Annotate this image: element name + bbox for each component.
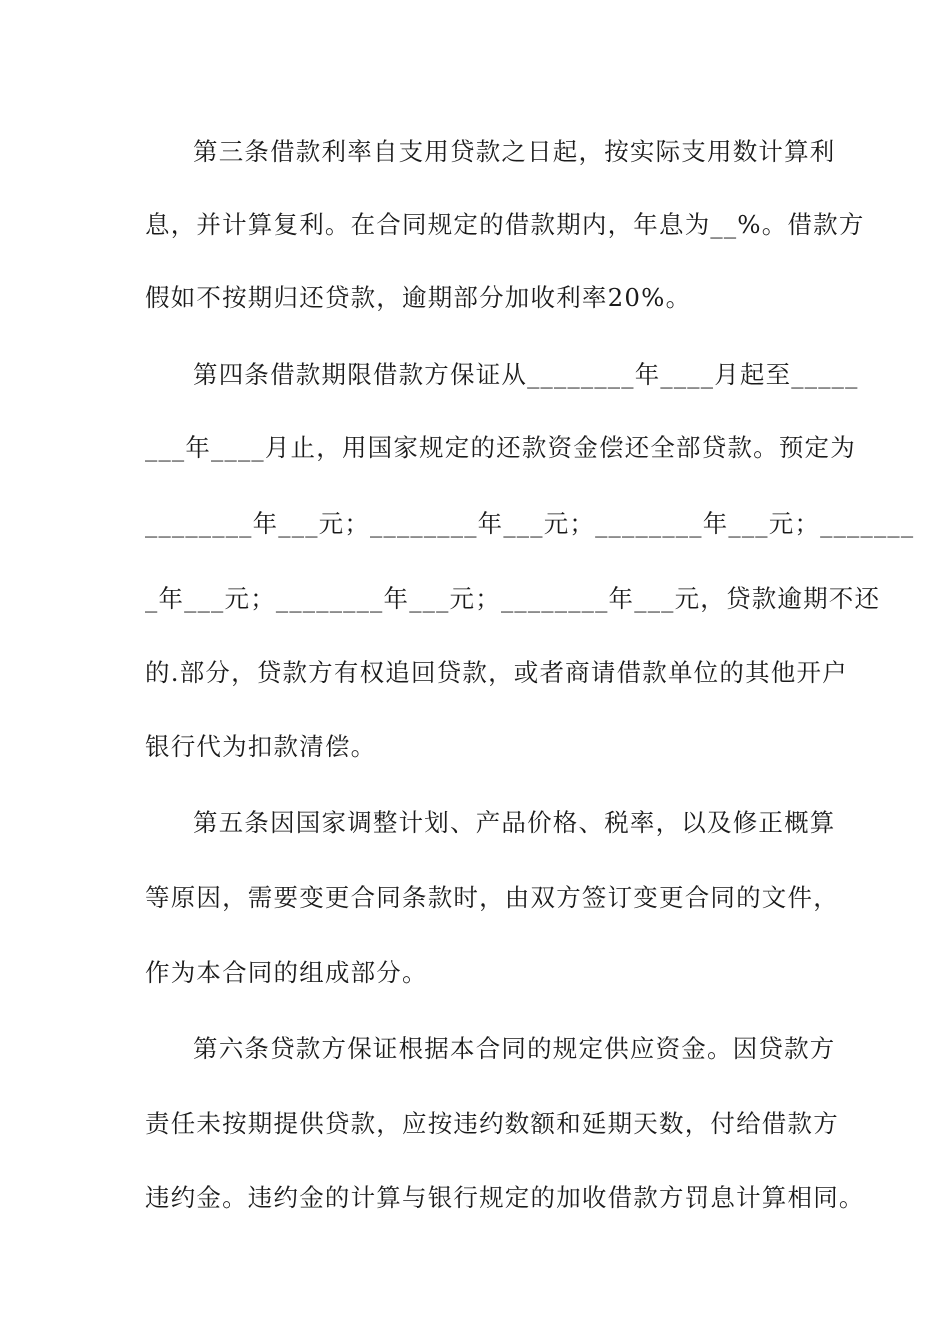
article-4-line-6: 银行代为扣款清偿。 (145, 732, 377, 761)
article-5-line-3: 作为本合同的组成部分。 (145, 958, 428, 987)
article-5-line-2: 等原因，需要变更合同条款时，由双方签订变更合同的文件， (145, 883, 839, 912)
article-4-line-5: 的.部分，贷款方有权追回贷款，或者商请借款单位的其他开户 (145, 658, 848, 687)
article-3-line-1: 第三条借款利率自支用贷款之日起，按实际支用数计算利 (193, 137, 836, 166)
article-4-line-3: ________年___元；________年___元；________年___元；_______ (145, 509, 915, 538)
article-4-line-1: 第四条借款期限借款方保证从________年____月起至_____ (193, 360, 859, 389)
article-6-line-3: 违约金。违约金的计算与银行规定的加收借款方罚息计算相同。 (145, 1183, 865, 1212)
article-4-line-4: _年___元；________年___元；________年___元，贷款逾期不还 (145, 584, 881, 613)
article-5-line-1: 第五条因国家调整计划、产品价格、税率，以及修正概算 (193, 808, 836, 837)
article-4-line-2: ___年____月止，用国家规定的还款资金偿还全部贷款。预定为 (145, 433, 856, 462)
article-6-line-1: 第六条贷款方保证根据本合同的规定供应资金。因贷款方 (193, 1034, 836, 1063)
article-3-line-2: 息，并计算复利。在合同规定的借款期内，年息为__%。借款方 (145, 210, 865, 239)
article-3-line-3: 假如不按期归还贷款，逾期部分加收利率20%。 (145, 283, 692, 312)
article-6-line-2: 责任未按期提供贷款，应按违约数额和延期天数，付给借款方 (145, 1109, 839, 1138)
